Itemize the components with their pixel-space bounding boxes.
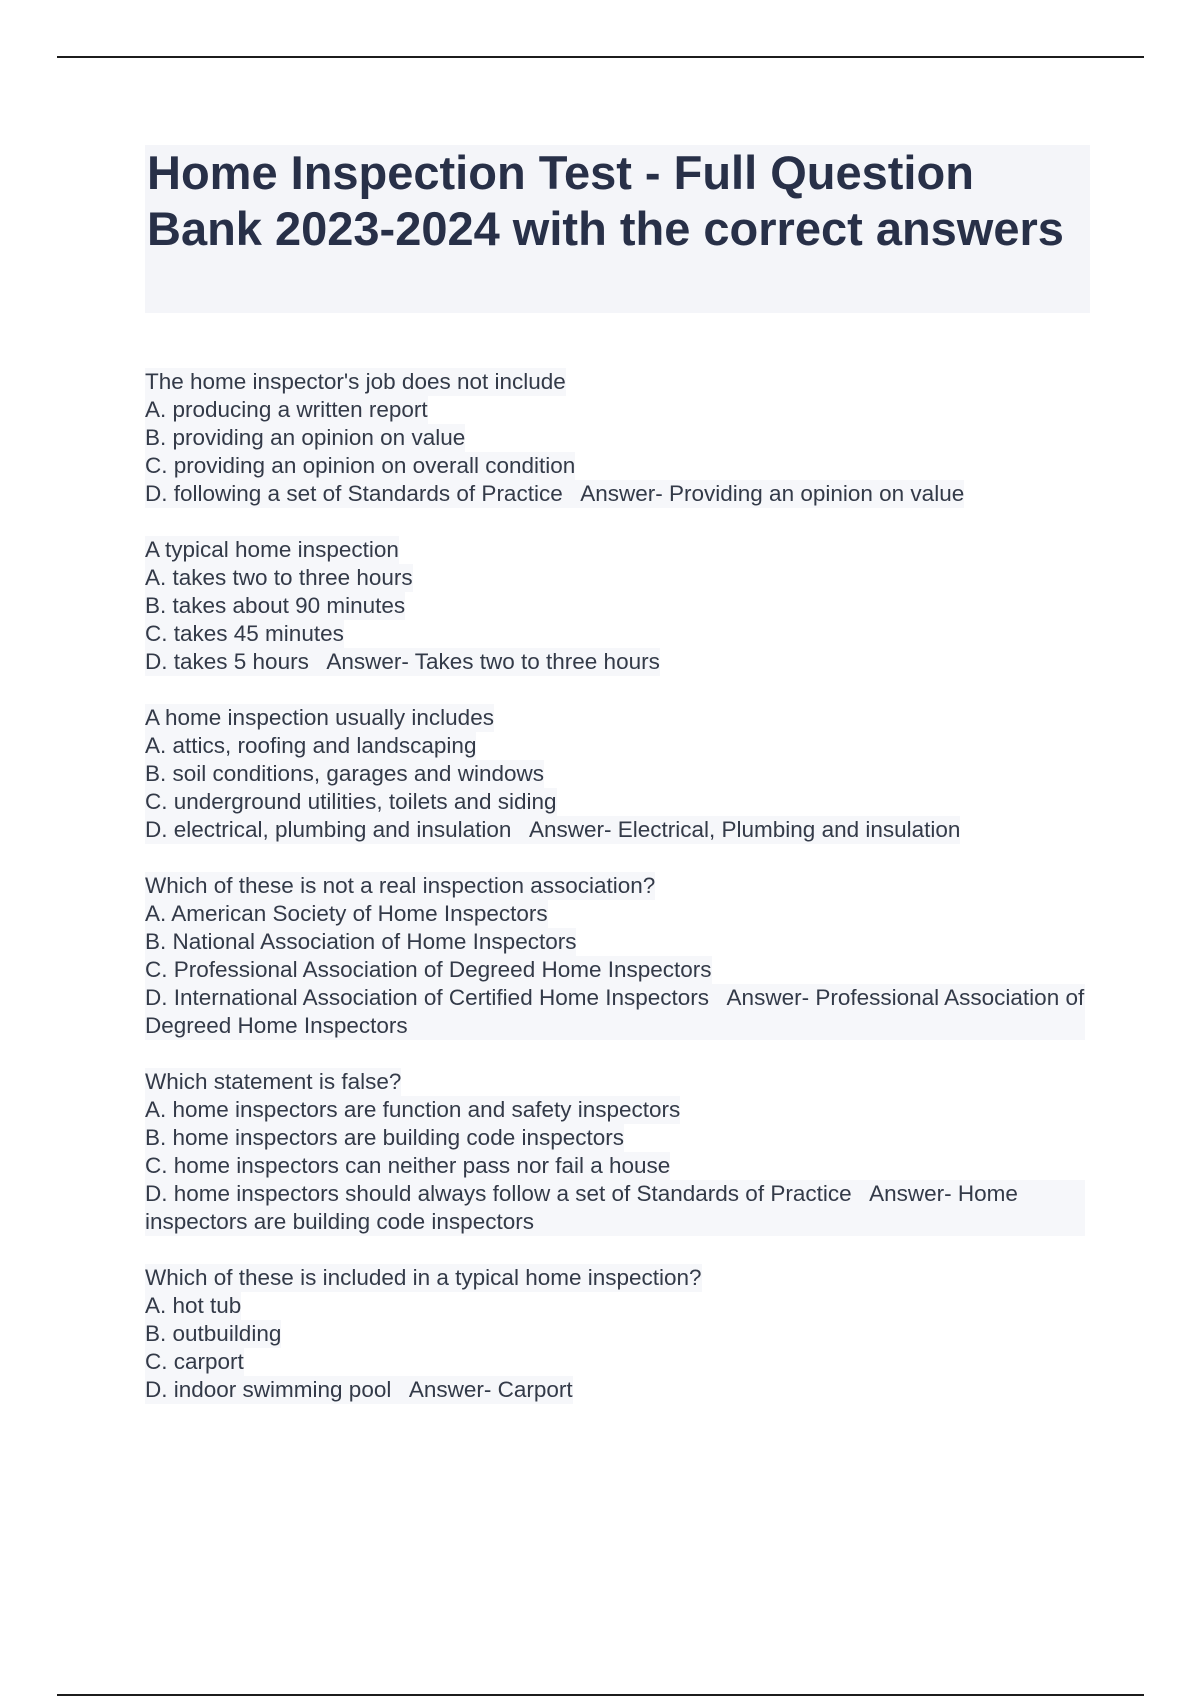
option-d: D. takes 5 hours bbox=[145, 649, 309, 674]
option-a: A. American Society of Home Inspectors bbox=[145, 901, 548, 926]
option-c: C. home inspectors can neither pass nor fail a house bbox=[145, 1153, 671, 1178]
answer-text: Answer- Home inspectors are building code inspectors bbox=[145, 1181, 1018, 1234]
question-stem: Which of these is not a real inspection association? bbox=[145, 873, 656, 898]
option-a: A. hot tub bbox=[145, 1293, 242, 1318]
answer-text: Answer- Providing an opinion on value bbox=[580, 481, 965, 506]
option-b: B. home inspectors are building code inspectors bbox=[145, 1125, 625, 1150]
option-b: B. National Association of Home Inspectors bbox=[145, 929, 577, 954]
title-block bbox=[145, 145, 1090, 313]
answer-text: Answer- Professional Association of Degreed Home Inspectors bbox=[145, 985, 1085, 1038]
option-a: A. attics, roofing and landscaping bbox=[145, 733, 477, 758]
option-d: D. electrical, plumbing and insulation bbox=[145, 817, 512, 842]
option-b: B. soil conditions, garages and windows bbox=[145, 761, 544, 786]
option-c: C. Professional Association of Degreed Home Inspectors bbox=[145, 957, 712, 982]
option-d-with-answer bbox=[145, 480, 964, 508]
question-stem: A typical home inspection bbox=[145, 537, 399, 562]
answer-text: Answer- Electrical, Plumbing and insulation bbox=[528, 817, 961, 842]
option-c: C. takes 45 minutes bbox=[145, 621, 344, 646]
option-d-with-answer bbox=[145, 1180, 1085, 1236]
option-b: B. takes about 90 minutes bbox=[145, 593, 406, 618]
option-b: B. outbuilding bbox=[145, 1321, 282, 1346]
answer-text: Answer- Takes two to three hours bbox=[326, 649, 660, 674]
option-c: C. carport bbox=[145, 1349, 244, 1374]
question-item bbox=[145, 1068, 1105, 1236]
option-a: A. home inspectors are function and safety inspectors bbox=[145, 1097, 681, 1122]
option-c: C. providing an opinion on overall condition bbox=[145, 453, 576, 478]
bottom-rule bbox=[57, 1694, 1144, 1696]
question-item bbox=[145, 368, 1105, 508]
question-list bbox=[145, 368, 1105, 1432]
question-stem: Which statement is false? bbox=[145, 1069, 402, 1094]
option-d: D. following a set of Standards of Practice bbox=[145, 481, 563, 506]
document-title: Home Inspection Test - Full Question Bank 2023-2024 with the correct answers bbox=[147, 146, 1064, 255]
option-d-with-answer bbox=[145, 1376, 573, 1404]
option-a: A. takes two to three hours bbox=[145, 565, 413, 590]
question-item bbox=[145, 704, 1105, 844]
option-d-with-answer bbox=[145, 984, 1085, 1040]
top-rule bbox=[57, 56, 1144, 58]
question-stem: The home inspector's job does not include bbox=[145, 369, 566, 394]
question-stem: Which of these is included in a typical home inspection? bbox=[145, 1265, 702, 1290]
option-d: D. home inspectors should always follow a set of Standards of Practice bbox=[145, 1181, 852, 1206]
option-a: A. producing a written report bbox=[145, 397, 428, 422]
option-d-with-answer bbox=[145, 648, 660, 676]
answer-text: Answer- Carport bbox=[408, 1377, 573, 1402]
question-item bbox=[145, 1264, 1105, 1404]
option-c: C. underground utilities, toilets and siding bbox=[145, 789, 557, 814]
option-b: B. providing an opinion on value bbox=[145, 425, 466, 450]
question-item bbox=[145, 536, 1105, 676]
option-d: D. International Association of Certified Home Inspectors bbox=[145, 985, 710, 1010]
option-d: D. indoor swimming pool bbox=[145, 1377, 392, 1402]
question-item bbox=[145, 872, 1105, 1040]
option-d-with-answer bbox=[145, 816, 960, 844]
question-stem: A home inspection usually includes bbox=[145, 705, 494, 730]
